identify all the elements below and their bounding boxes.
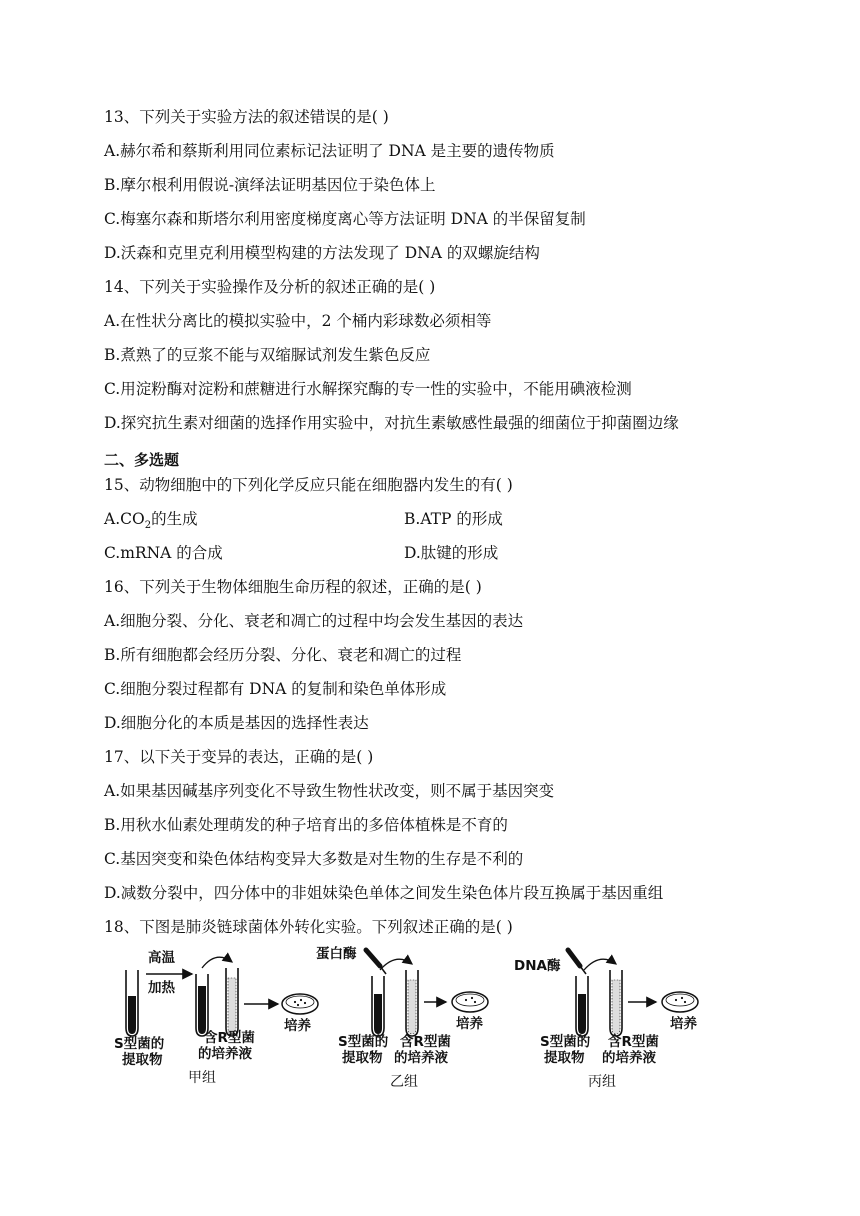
q13-option-b: B.摩尔根利用假说-演绎法证明基因位于染色体上 <box>104 176 436 194</box>
q14-option-b: B.煮熟了的豆浆不能与双缩脲试剂发生紫色反应 <box>104 346 431 364</box>
dropper-icon <box>568 950 586 974</box>
q14-option-d: D.探究抗生素对细菌的选择作用实验中，对抗生素敏感性最强的细菌位于抑菌圈边缘 <box>104 414 679 432</box>
medium-line-1: 含R型菌 <box>204 1030 255 1046</box>
question-content <box>104 100 804 944</box>
group-caption: 乙组 <box>390 1074 418 1090</box>
q15-stem: 15、动物细胞中的下列化学反应只能在细胞器内发生的有( ) <box>104 476 513 494</box>
arrow-icon <box>380 959 412 970</box>
dropper-icon <box>366 950 386 974</box>
q14-option-a: A.在性状分离比的模拟实验中，2 个桶内彩球数必须相等 <box>104 312 492 330</box>
petri-dish-icon <box>452 992 488 1012</box>
medium-line-2: 的培养液 <box>198 1046 252 1062</box>
test-tube-icon <box>126 970 138 1036</box>
treat-line-1: 蛋白酶 <box>316 946 357 962</box>
test-tube-icon <box>372 976 384 1036</box>
medium-line-1: 含R型菌 <box>400 1034 451 1050</box>
q15-options-row-2 <box>104 536 804 570</box>
q17-option-b: B.用秋水仙素处理萌发的种子培育出的多倍体植株是不育的 <box>104 816 508 834</box>
culture-tube-icon <box>406 970 418 1036</box>
treat-line-1: 高温 <box>148 950 175 966</box>
culture-tube-icon <box>226 968 238 1036</box>
q15-options-row-1 <box>104 502 804 536</box>
q15-option-b: B.ATP 的形成 <box>404 510 503 528</box>
medium-line-2: 的培养液 <box>394 1050 448 1066</box>
figure-svg <box>100 946 760 1096</box>
q16-stem: 16、下列关于生物体细胞生命历程的叙述，正确的是( ) <box>104 578 482 596</box>
extract-line-2: 提取物 <box>342 1050 383 1066</box>
q15-option-d: D.肽键的形成 <box>404 544 499 562</box>
q16-option-d: D.细胞分化的本质是基因的选择性表达 <box>104 714 369 732</box>
q13-option-d: D.沃森和克里克利用模型构建的方法发现了 DNA 的双螺旋结构 <box>104 244 540 262</box>
q15-option-c: C.mRNA 的合成 <box>104 544 223 562</box>
culture-label: 培养 <box>284 1018 311 1034</box>
arrow-icon <box>584 959 616 970</box>
q18-stem: 18、下图是肺炎链球菌体外转化实验。下列叙述正确的是( ) <box>104 918 513 936</box>
petri-dish-icon <box>662 992 698 1012</box>
treat-line-1: DNA酶 <box>514 958 561 974</box>
culture-label: 培养 <box>456 1016 483 1032</box>
petri-dish-icon <box>282 994 318 1014</box>
arrow-icon <box>202 957 232 968</box>
q14-option-c: C.用淀粉酶对淀粉和蔗糖进行水解探究酶的专一性的实验中，不能用碘液检测 <box>104 380 632 398</box>
group-jia <box>114 949 318 1086</box>
medium-line-2: 的培养液 <box>602 1050 656 1066</box>
q17-option-a: A.如果基因碱基序列变化不导致生物性状改变，则不属于基因突变 <box>104 782 555 800</box>
q17-stem: 17、以下关于变异的表达，正确的是( ) <box>104 748 374 766</box>
culture-label: 培养 <box>670 1016 697 1032</box>
treat-line-2: 加热 <box>148 980 175 996</box>
group-caption: 甲组 <box>188 1070 216 1086</box>
q16-option-a: A.细胞分裂、分化、衰老和凋亡的过程中均会发生基因的表达 <box>104 612 524 630</box>
q13-option-a: A.赫尔希和蔡斯利用同位素标记法证明了 DNA 是主要的遗传物质 <box>104 142 555 160</box>
extract-line-2: 提取物 <box>122 1052 163 1068</box>
q15-option-a: $A.CO_2$的生成 <box>104 510 198 532</box>
q17-option-c: C.基因突变和染色体结构变异大多数是对生物的生存是不利的 <box>104 850 524 868</box>
extract-line-1: S型菌的 <box>338 1034 389 1050</box>
section-heading: 二、多选题 <box>104 451 180 469</box>
medium-line-1: 含R型菌 <box>608 1034 659 1050</box>
group-caption: 丙组 <box>588 1074 616 1090</box>
test-tube-icon <box>576 976 588 1036</box>
transformation-experiment-figure <box>100 946 760 1096</box>
q17-option-d: D.减数分裂中，四分体中的非姐妹染色单体之间发生染色体片段互换属于基因重组 <box>104 884 664 902</box>
q14-stem: 14、下列关于实验操作及分析的叙述正确的是( ) <box>104 278 436 296</box>
group-yi <box>316 946 488 1090</box>
q13-stem: 13、下列关于实验方法的叙述错误的是( ) <box>104 108 389 126</box>
group-bing <box>514 950 698 1090</box>
q16-option-b: B.所有细胞都会经历分裂、分化、衰老和凋亡的过程 <box>104 646 462 664</box>
extract-line-1: S型菌的 <box>540 1034 591 1050</box>
q16-option-c: C.细胞分裂过程都有 DNA 的复制和染色单体形成 <box>104 680 447 698</box>
test-tube-icon <box>196 974 208 1036</box>
extract-line-1: S型菌的 <box>114 1036 165 1052</box>
q13-option-c: C.梅塞尔森和斯塔尔利用密度梯度离心等方法证明 DNA 的半保留复制 <box>104 210 586 228</box>
extract-line-2: 提取物 <box>544 1050 585 1066</box>
culture-tube-icon <box>610 970 622 1036</box>
